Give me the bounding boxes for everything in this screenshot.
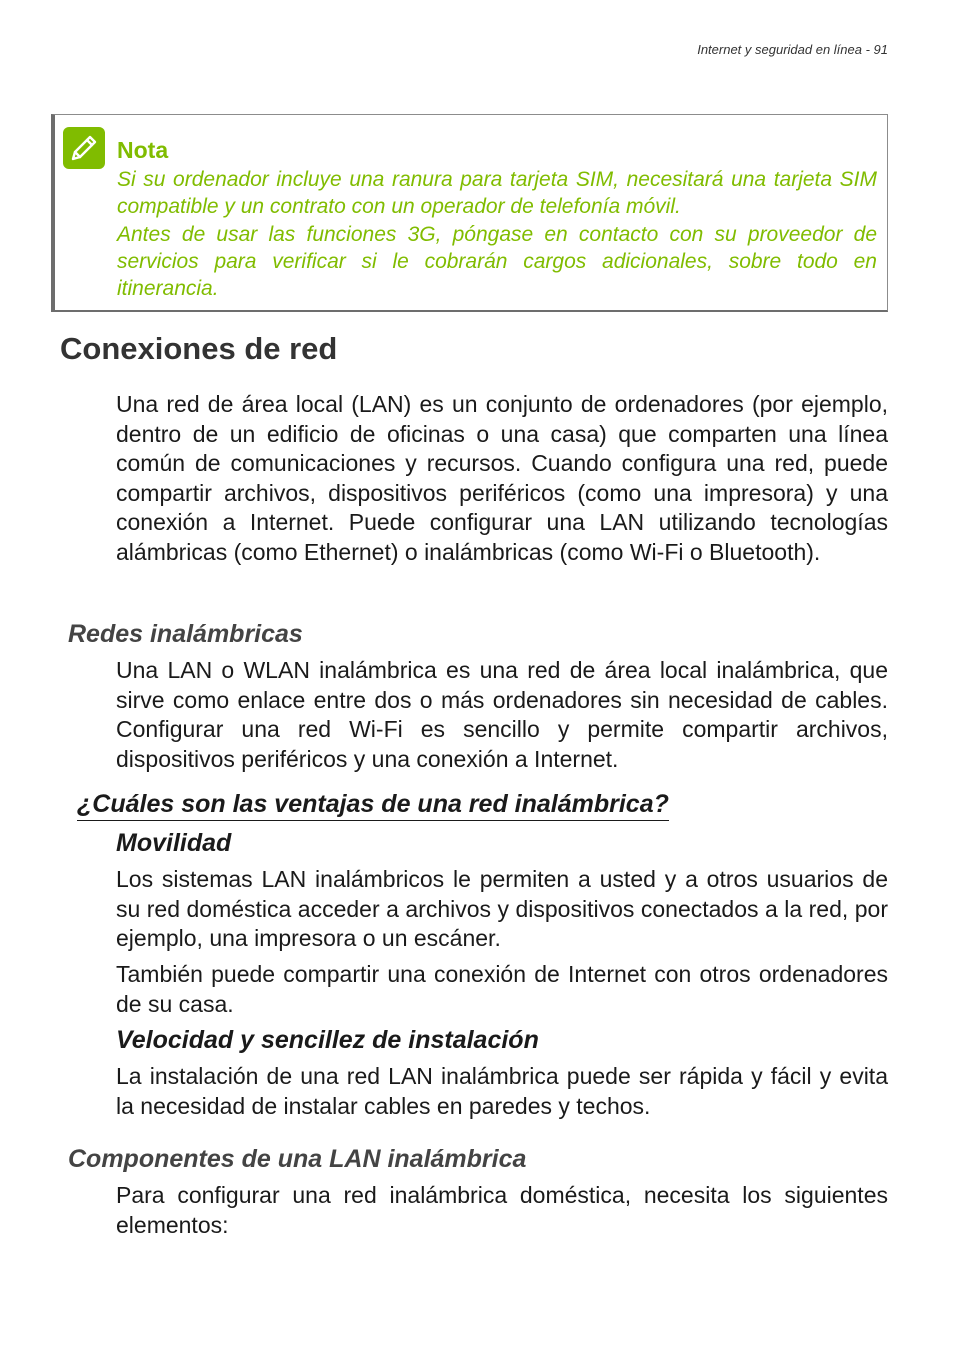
note-text: [117, 166, 877, 302]
components-heading: Componentes de una LAN inalámbrica: [68, 1145, 527, 1173]
speed-paragraph: La instalación de una red LAN inalámbrica puede ser rápida y fácil y evita la necesidad de instalar cables en paredes y techos.: [116, 1063, 888, 1119]
section-title: Conexiones de red: [60, 331, 338, 366]
note-box: [51, 114, 888, 312]
advantages-heading: ¿Cuáles son las ventajas de una red inalámbrica?: [77, 790, 669, 821]
running-header: Internet y seguridad en línea - 91: [697, 42, 888, 57]
wireless-heading: Redes inalámbricas: [68, 620, 303, 648]
pencil-icon: [63, 127, 105, 169]
mobility-paragraph-2: También puede compartir una conexión de Internet con otros ordenadores de su casa.: [116, 961, 888, 1017]
note-title: Nota: [117, 137, 169, 163]
wireless-paragraph: Una LAN o WLAN inalámbrica es una red de área local inalámbrica, que sirve como enlace entre dos o más ordenadores sin necesidad de cables. Configurar una red Wi-Fi es sencillo y permite compartir archivos, dispositivos periféricos y una conexión a Internet.: [116, 657, 888, 772]
speed-heading: Velocidad y sencillez de instalación: [116, 1026, 539, 1054]
components-paragraph: Para configurar una red inalámbrica doméstica, necesita los siguientes elementos:: [116, 1182, 888, 1238]
note-paragraph-2: Antes de usar las funciones 3G, póngase en contacto con su proveedor de servicios para verificar si le cobrarán cargos adicionales, sobre todo en itinerancia.: [117, 222, 877, 301]
intro-paragraph: Una red de área local (LAN) es un conjunto de ordenadores (por ejemplo, dentro de un edificio de oficinas o una casa) que comparten una línea común de comunicaciones y recursos. Cuando configura una red, puede compartir archivos, dispositivos periféricos (como una impresora) y una conexión a Internet. Puede configurar una LAN utilizando tecnologías alámbricas (como Ethernet) o inalámbricas (como Wi-Fi o Bluetooth).: [116, 391, 888, 565]
mobility-heading: Movilidad: [116, 829, 232, 857]
note-paragraph-1: Si su ordenador incluye una ranura para tarjeta SIM, necesitará una tarjeta SIM compatible y un contrato con un operador de telefonía móvil.: [117, 168, 877, 219]
mobility-paragraph-1: Los sistemas LAN inalámbricos le permiten a usted y a otros usuarios de su red doméstica acceder a archivos y dispositivos conectados a la red, por ejemplo, una impresora o un escáner.: [116, 866, 888, 951]
